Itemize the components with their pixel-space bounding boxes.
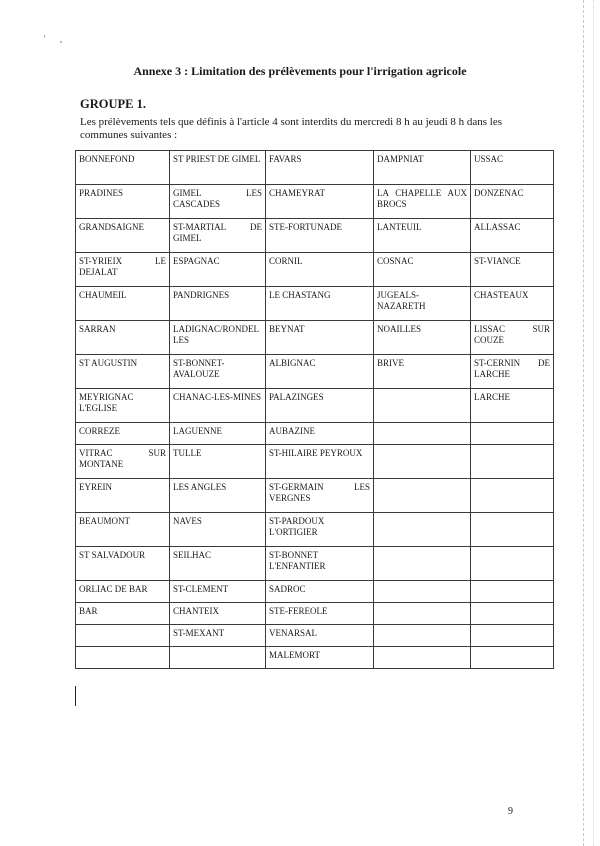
scan-marks: ' , bbox=[44, 34, 69, 44]
commune-cell bbox=[471, 423, 554, 445]
table-row bbox=[76, 389, 554, 423]
commune-cell: BRIVE bbox=[374, 355, 471, 389]
commune-cell: EYREIN bbox=[76, 479, 170, 513]
commune-cell: STE-FORTUNADE bbox=[266, 219, 374, 253]
commune-cell: GRANDSAIGNE bbox=[76, 219, 170, 253]
table-row bbox=[76, 445, 554, 479]
commune-cell: AUBAZINE bbox=[266, 423, 374, 445]
commune-cell: USSAC bbox=[471, 151, 554, 185]
commune-cell: ALLASSAC bbox=[471, 219, 554, 253]
commune-cell: ST-HILAIRE PEYROUX bbox=[266, 445, 374, 479]
table-row bbox=[76, 625, 554, 647]
commune-cell: CORREZE bbox=[76, 423, 170, 445]
table-row bbox=[76, 581, 554, 603]
scan-edge-line-outer bbox=[593, 0, 594, 846]
commune-cell bbox=[471, 603, 554, 625]
commune-cell bbox=[471, 581, 554, 603]
commune-cell bbox=[471, 445, 554, 479]
commune-cell: ST-PARDOUX L'ORTIGIER bbox=[266, 513, 374, 547]
commune-cell: JUGEALS-NAZARETH bbox=[374, 287, 471, 321]
commune-cell: VENARSAL bbox=[266, 625, 374, 647]
commune-cell: CHASTEAUX bbox=[471, 287, 554, 321]
commune-cell bbox=[471, 547, 554, 581]
commune-cell: ESPAGNAC bbox=[170, 253, 266, 287]
commune-cell: ST-BONNET-AVALOUZE bbox=[170, 355, 266, 389]
commune-cell: GIMEL LES CASCADES bbox=[170, 185, 266, 219]
table-row bbox=[76, 151, 554, 185]
commune-cell: SARRAN bbox=[76, 321, 170, 355]
intro-paragraph: Les prélèvements tels que définis à l'article 4 sont interdits du mercredi 8 h au jeudi 8 h dans les communes suivantes : bbox=[80, 116, 503, 141]
commune-cell: SEILHAC bbox=[170, 547, 266, 581]
commune-cell: LA CHAPELLE AUX BROCS bbox=[374, 185, 471, 219]
commune-cell: LAGUENNE bbox=[170, 423, 266, 445]
commune-cell bbox=[76, 647, 170, 669]
commune-cell: ST-BONNET L'ENFANTIER bbox=[266, 547, 374, 581]
commune-cell: LANTEUIL bbox=[374, 219, 471, 253]
commune-cell: ST-MEXANT bbox=[170, 625, 266, 647]
commune-cell: LARCHE bbox=[471, 389, 554, 423]
commune-cell: CHAMEYRAT bbox=[266, 185, 374, 219]
commune-cell: FAVARS bbox=[266, 151, 374, 185]
commune-cell bbox=[374, 547, 471, 581]
commune-cell: ST-CLEMENT bbox=[170, 581, 266, 603]
commune-cell: LISSAC SUR COUZE bbox=[471, 321, 554, 355]
commune-cell bbox=[374, 479, 471, 513]
commune-cell bbox=[374, 581, 471, 603]
commune-cell: MEYRIGNAC L'EGLISE bbox=[76, 389, 170, 423]
commune-cell: PALAZINGES bbox=[266, 389, 374, 423]
commune-cell: ST SALVADOUR bbox=[76, 547, 170, 581]
commune-cell: CHAUMEIL bbox=[76, 287, 170, 321]
commune-cell: ST-YRIEIX LE DEJALAT bbox=[76, 253, 170, 287]
commune-cell: BAR bbox=[76, 603, 170, 625]
commune-cell: ST-GERMAIN LES VERGNES bbox=[266, 479, 374, 513]
annex-title: Annexe 3 : Limitation des prélèvements pour l'irrigation agricole bbox=[133, 64, 467, 78]
commune-cell: BEYNAT bbox=[266, 321, 374, 355]
commune-cell bbox=[374, 625, 471, 647]
commune-cell: ST-MARTIAL DE GIMEL bbox=[170, 219, 266, 253]
commune-cell: DONZENAC bbox=[471, 185, 554, 219]
table-row bbox=[76, 647, 554, 669]
communes-table bbox=[75, 150, 554, 669]
commune-cell: ST-VIANCE bbox=[471, 253, 554, 287]
commune-cell bbox=[471, 513, 554, 547]
commune-cell: STE-FEREOLE bbox=[266, 603, 374, 625]
commune-cell: ST PRIEST DE GIMEL bbox=[170, 151, 266, 185]
commune-cell bbox=[374, 389, 471, 423]
commune-cell: MALEMORT bbox=[266, 647, 374, 669]
commune-cell: ST AUGUSTIN bbox=[76, 355, 170, 389]
group-title: GROUPE 1. bbox=[80, 97, 146, 111]
scan-edge-line bbox=[583, 0, 584, 846]
commune-cell bbox=[374, 647, 471, 669]
commune-cell: ALBIGNAC bbox=[266, 355, 374, 389]
table-row bbox=[76, 253, 554, 287]
commune-cell: NAVES bbox=[170, 513, 266, 547]
commune-cell: ORLIAC DE BAR bbox=[76, 581, 170, 603]
commune-cell: TULLE bbox=[170, 445, 266, 479]
table-row bbox=[76, 423, 554, 445]
commune-cell: COSNAC bbox=[374, 253, 471, 287]
commune-cell: LADIGNAC/RONDELLES bbox=[170, 321, 266, 355]
table-row bbox=[76, 219, 554, 253]
table-row bbox=[76, 321, 554, 355]
commune-cell: BONNEFOND bbox=[76, 151, 170, 185]
commune-cell: BEAUMONT bbox=[76, 513, 170, 547]
margin-mark bbox=[75, 686, 76, 706]
commune-cell: VITRAC SUR MONTANE bbox=[76, 445, 170, 479]
commune-cell: ST-CERNIN DE LARCHE bbox=[471, 355, 554, 389]
commune-cell bbox=[374, 513, 471, 547]
commune-cell bbox=[471, 479, 554, 513]
commune-cell: CHANTEIX bbox=[170, 603, 266, 625]
table-row bbox=[76, 479, 554, 513]
table-row bbox=[76, 547, 554, 581]
commune-cell bbox=[471, 647, 554, 669]
commune-cell bbox=[170, 647, 266, 669]
table-row bbox=[76, 603, 554, 625]
table-row bbox=[76, 185, 554, 219]
commune-cell bbox=[374, 603, 471, 625]
commune-cell: PANDRIGNES bbox=[170, 287, 266, 321]
commune-cell: LES ANGLES bbox=[170, 479, 266, 513]
commune-cell: DAMPNIAT bbox=[374, 151, 471, 185]
commune-cell: LE CHASTANG bbox=[266, 287, 374, 321]
commune-cell: CHANAC-LES-MINES bbox=[170, 389, 266, 423]
page-number: 9 bbox=[508, 806, 513, 817]
commune-cell: PRADINES bbox=[76, 185, 170, 219]
commune-cell bbox=[471, 625, 554, 647]
table-row bbox=[76, 287, 554, 321]
commune-cell bbox=[374, 445, 471, 479]
commune-cell: NOAILLES bbox=[374, 321, 471, 355]
commune-cell bbox=[374, 423, 471, 445]
table-row bbox=[76, 513, 554, 547]
commune-cell: CORNIL bbox=[266, 253, 374, 287]
commune-cell: SADROC bbox=[266, 581, 374, 603]
table-row bbox=[76, 355, 554, 389]
commune-cell bbox=[76, 625, 170, 647]
